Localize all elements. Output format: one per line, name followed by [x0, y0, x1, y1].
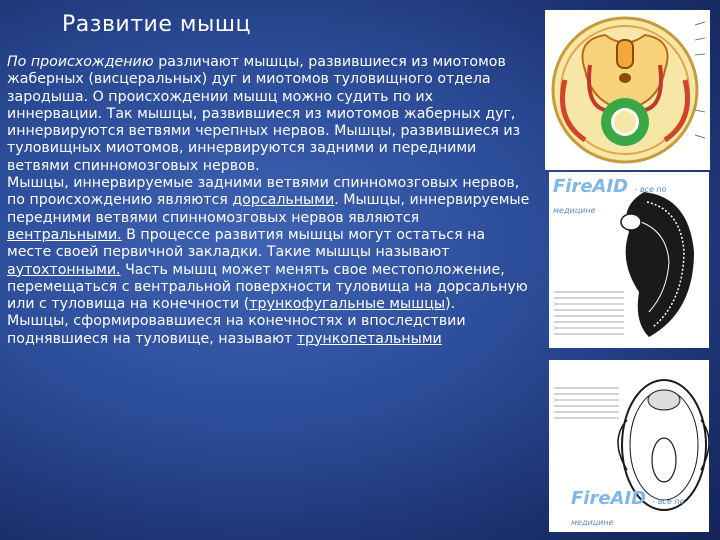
watermark-tagline: - все по медицине — [553, 185, 667, 215]
term-ventral: вентральными. — [7, 226, 122, 243]
embryo-cross-section-figure — [545, 10, 710, 170]
paragraph-truncopetal — [7, 313, 532, 348]
p2-part1: Мышцы, иннервируемые задними ветвями спинномозговых нервов, по происхождению являются — [7, 175, 520, 209]
term-dorsal: дорсальными — [232, 192, 335, 209]
slide-title: Развитие мышц — [62, 12, 251, 37]
watermark-tagline-2: - все по медицине — [571, 497, 685, 527]
term-truncofugal: трункофугальные мышцы — [249, 296, 446, 313]
p2-part4: Часть мышц может менять свое местоположение, перемещаться с вентральной поверхности туловища на дорсальную или с туловища на конечности ( — [7, 261, 528, 313]
watermark-logo-2 — [571, 488, 709, 530]
p2-part3: В процессе развития мышцы могут остаться на месте своей первичной закладки. Такие мышцы называют — [7, 226, 486, 261]
myotome-figure — [549, 172, 709, 348]
p2-part2: . Мышцы, иннервируемые передними ветвями спинномозговых нервов являются — [7, 192, 530, 226]
italic-lead: По происхождению — [7, 54, 154, 70]
cross-section-drawing — [545, 10, 710, 170]
watermark-logo — [553, 176, 709, 218]
p3-part1: Мышцы, сформировавшиеся на конечностях и впоследствии поднявшиеся на туловище, называют — [7, 313, 466, 347]
paragraph-classification — [7, 175, 532, 313]
p2-part5: ). — [445, 296, 456, 313]
watermark-brand: FireAID — [553, 176, 629, 197]
watermark-brand-2: FireAID — [571, 488, 647, 509]
term-autochthonous: аутохтонными. — [7, 261, 121, 278]
limb-muscle-figure — [549, 360, 709, 532]
term-truncopetal: трункопетальными — [296, 330, 442, 347]
body-text — [7, 54, 532, 348]
paragraph1-text: различают мышцы, развившиеся из миотомов жаберных (висцеральных) дуг и миотомов туловищного отдела зародыша. О происхождении мышц можно судить по их иннервации. Так мышцы, развившиеся из миотомов жаберных дуг, иннервируются ветвями черепных нервов. Мышцы, развившиеся из туловищных миотомов, иннервируются задними и передними ветвями спинномозговых нервов. — [7, 54, 521, 174]
paragraph-origin — [7, 54, 532, 175]
